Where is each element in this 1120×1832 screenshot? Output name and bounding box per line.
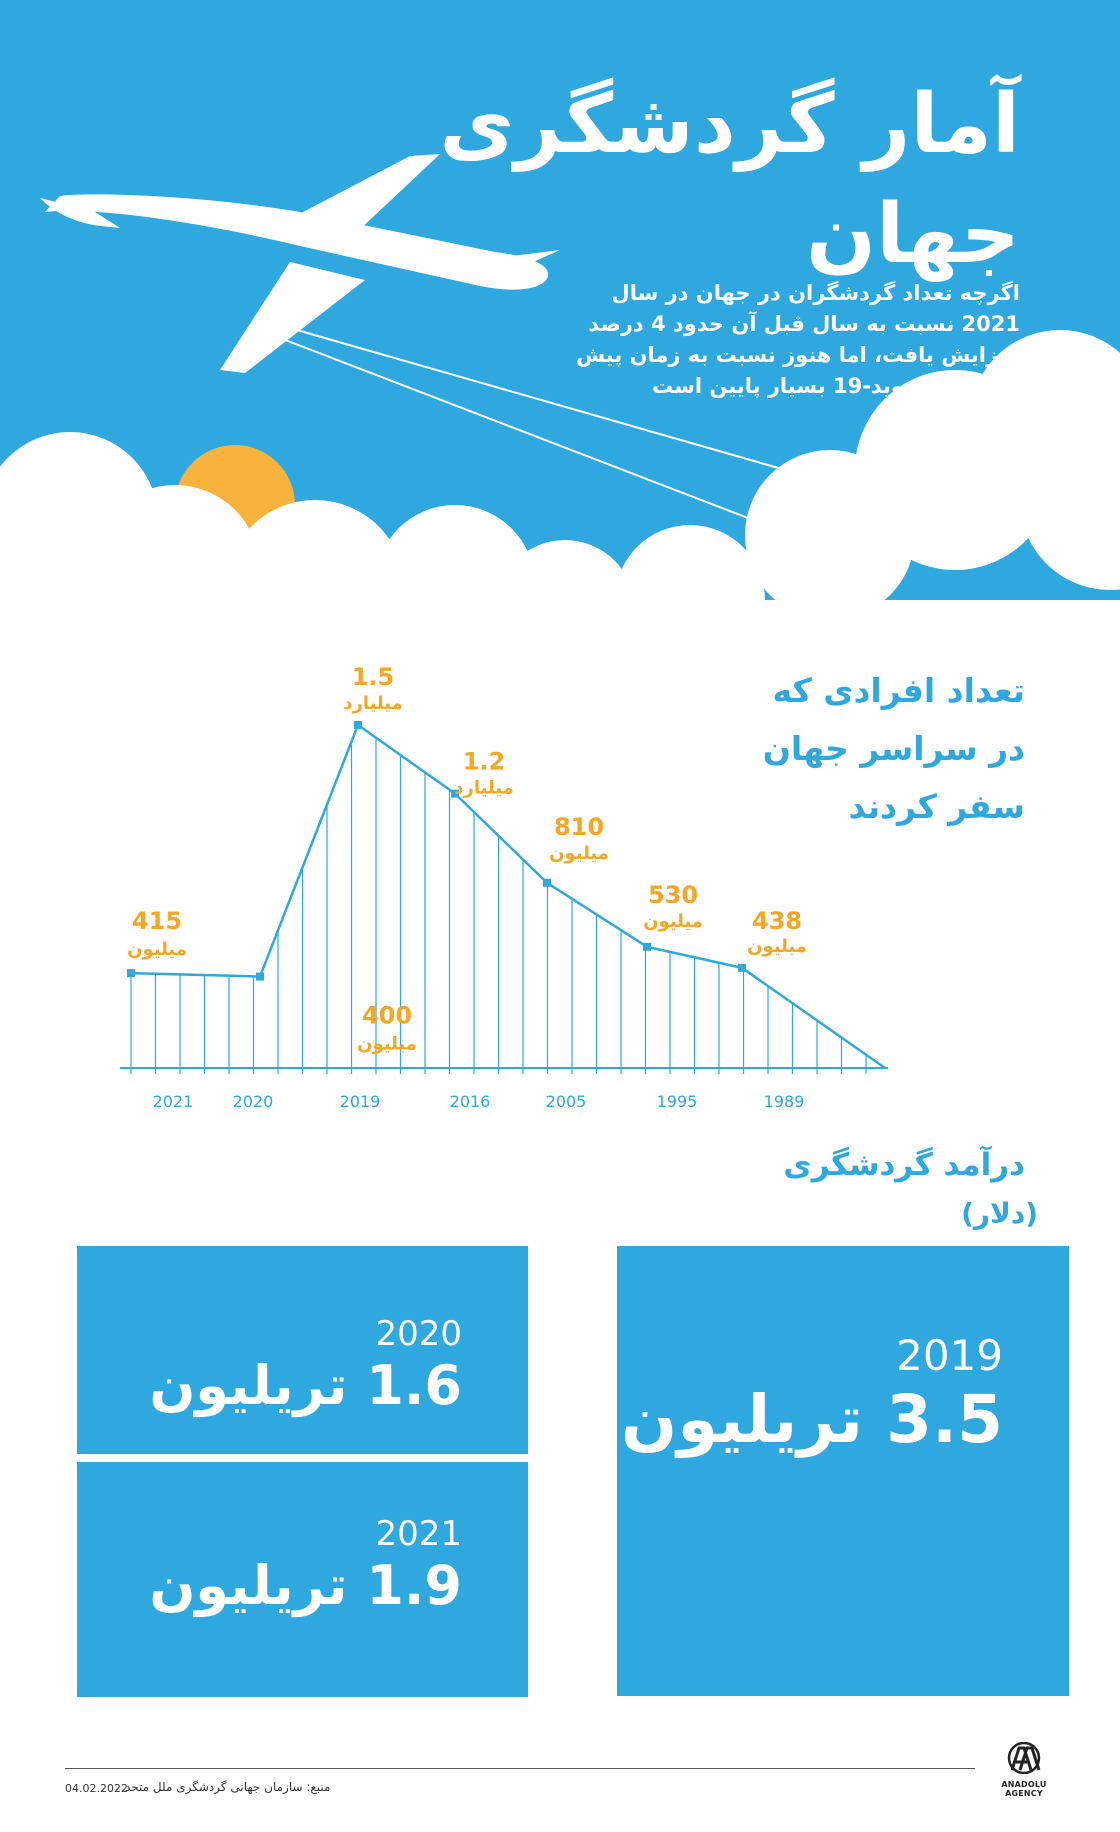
data-label-value: 400 xyxy=(361,1001,413,1030)
revenue-amount: 3.5 تریلیون xyxy=(620,1381,1003,1458)
travelers-title-line-1: تعداد افرادی که xyxy=(772,671,1025,710)
travelers-title-line-2: در سراسر جهان xyxy=(762,729,1025,768)
intro-text: اگرچه تعداد گردشگران در جهان در سال 2021 نسبت به سال قبل آن حدود 4 درصد افزایش یافت، اما هنوز نسبت به زمان پیش از شیوع کووید-19 بسیار پایین است xyxy=(576,281,1020,398)
data-label-unit: میلیارد xyxy=(454,777,514,799)
revenue-box-2021 xyxy=(77,1462,528,1697)
series-line xyxy=(131,725,885,1068)
data-label-value: 530 xyxy=(647,880,699,909)
data-label-value: 1.2 xyxy=(462,747,506,776)
x-tick-label: 2020 xyxy=(232,1092,274,1111)
logo-text: ANADOLU AGENCY xyxy=(1001,1780,1047,1798)
data-label-unit: میلیون xyxy=(549,842,609,864)
travelers-chart-svg xyxy=(120,650,1060,1120)
footer-date: 04.02.2022 xyxy=(65,1782,128,1795)
x-tick-label: 2019 xyxy=(339,1092,381,1111)
revenue-box-2019 xyxy=(617,1246,1069,1696)
revenue-amount: 1.6 تریلیون xyxy=(149,1354,462,1417)
revenue-year: 2020 xyxy=(375,1314,462,1354)
revenue-unit: (دلار) xyxy=(961,1197,1038,1230)
data-point xyxy=(738,964,746,972)
travelers-title-line-3: سفر کردند xyxy=(848,787,1025,826)
anadolu-logo xyxy=(992,1742,1056,1798)
revenue-title: درآمد گردشگری xyxy=(783,1147,1025,1183)
data-label-value: 810 xyxy=(553,812,605,841)
data-label-value: 415 xyxy=(131,907,183,936)
footer-source: منبع: سازمان جهانی گردشگری ملل متحد xyxy=(125,1780,331,1794)
data-label-value: 438 xyxy=(751,906,803,935)
revenue-year: 2021 xyxy=(375,1514,462,1554)
revenue-year: 2019 xyxy=(896,1331,1003,1380)
footer-divider xyxy=(65,1768,975,1769)
x-tick-label: 1989 xyxy=(763,1092,805,1111)
aa-logo-icon xyxy=(1004,1742,1044,1774)
x-tick-label: 2005 xyxy=(545,1092,587,1111)
travelers-chart xyxy=(120,650,1060,1120)
revenue-amount: 1.9 تریلیون xyxy=(149,1554,462,1617)
data-point xyxy=(543,879,551,887)
data-label-value: 1.5 xyxy=(351,663,395,691)
data-label-unit: میلیون xyxy=(357,1033,417,1055)
data-point xyxy=(354,721,362,729)
x-tick-label: 1995 xyxy=(656,1092,698,1111)
title-line-2: جهان xyxy=(805,187,1020,282)
data-point xyxy=(643,943,651,951)
data-label-unit: میلیون xyxy=(747,935,807,957)
page-title xyxy=(439,70,1020,290)
data-label-unit: میلیارد xyxy=(343,693,403,714)
title-line-1: آمار گردشگری xyxy=(439,77,1020,172)
data-label-unit: میلیون xyxy=(127,939,187,961)
data-point xyxy=(127,969,135,977)
x-tick-label: 2021 xyxy=(152,1092,194,1111)
hero-banner xyxy=(0,0,1120,640)
data-label-unit: میلیون xyxy=(643,910,703,932)
data-point xyxy=(256,973,264,981)
revenue-box-2020 xyxy=(77,1246,528,1454)
x-tick-label: 2016 xyxy=(449,1092,491,1111)
